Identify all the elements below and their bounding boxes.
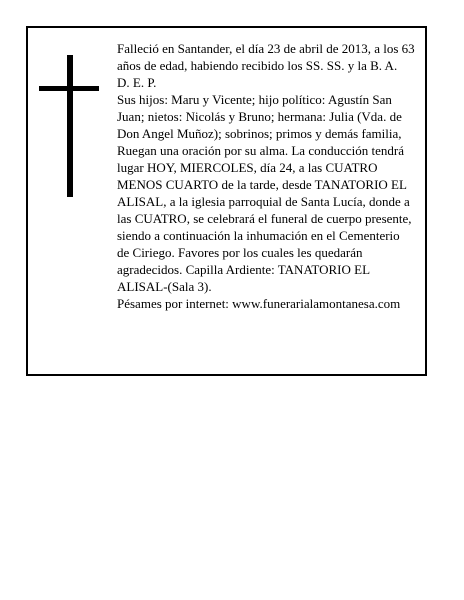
family-and-funeral-details: Sus hijos: Maru y Vicente; hijo político: Agustín San Juan; nietos: Nicolás y Bruno; hermana: Julia (Vda. de Don Angel Muñoz); sobrinos; primos y demás familia, Ruegan una oración por su alma. La conducción tendrá lugar HOY, MIERCOLES, día 24, a las CUATRO MENOS CUARTO de la tarde, desde TANATORIO EL ALISAL, a la iglesia parroquial de Santa Lucía, donde a las CUATRO, se celebrará el funeral de cuerpo presente, siendo a continuación la inhumación en el Cementerio de Ciriego. Favores por los cuales les quedarán agradecidos. Capilla Ardiente: TANATORIO EL ALISAL-(Sala 3). bbox=[117, 92, 412, 294]
death-announcement: Falleció en Santander, el día 23 de abril de 2013, a los 63 años de edad, habiendo recibido los SS. SS. y la B. A. bbox=[117, 41, 415, 73]
rip-abbreviation: D. E. P. bbox=[117, 75, 157, 90]
cross-horizontal-bar bbox=[39, 86, 99, 91]
condolences-website: Pésames por internet: www.funerarialamontanesa.com bbox=[117, 296, 401, 311]
obituary-text bbox=[117, 40, 415, 312]
obituary-notice bbox=[26, 26, 427, 376]
cross-vertical-bar bbox=[67, 55, 73, 197]
